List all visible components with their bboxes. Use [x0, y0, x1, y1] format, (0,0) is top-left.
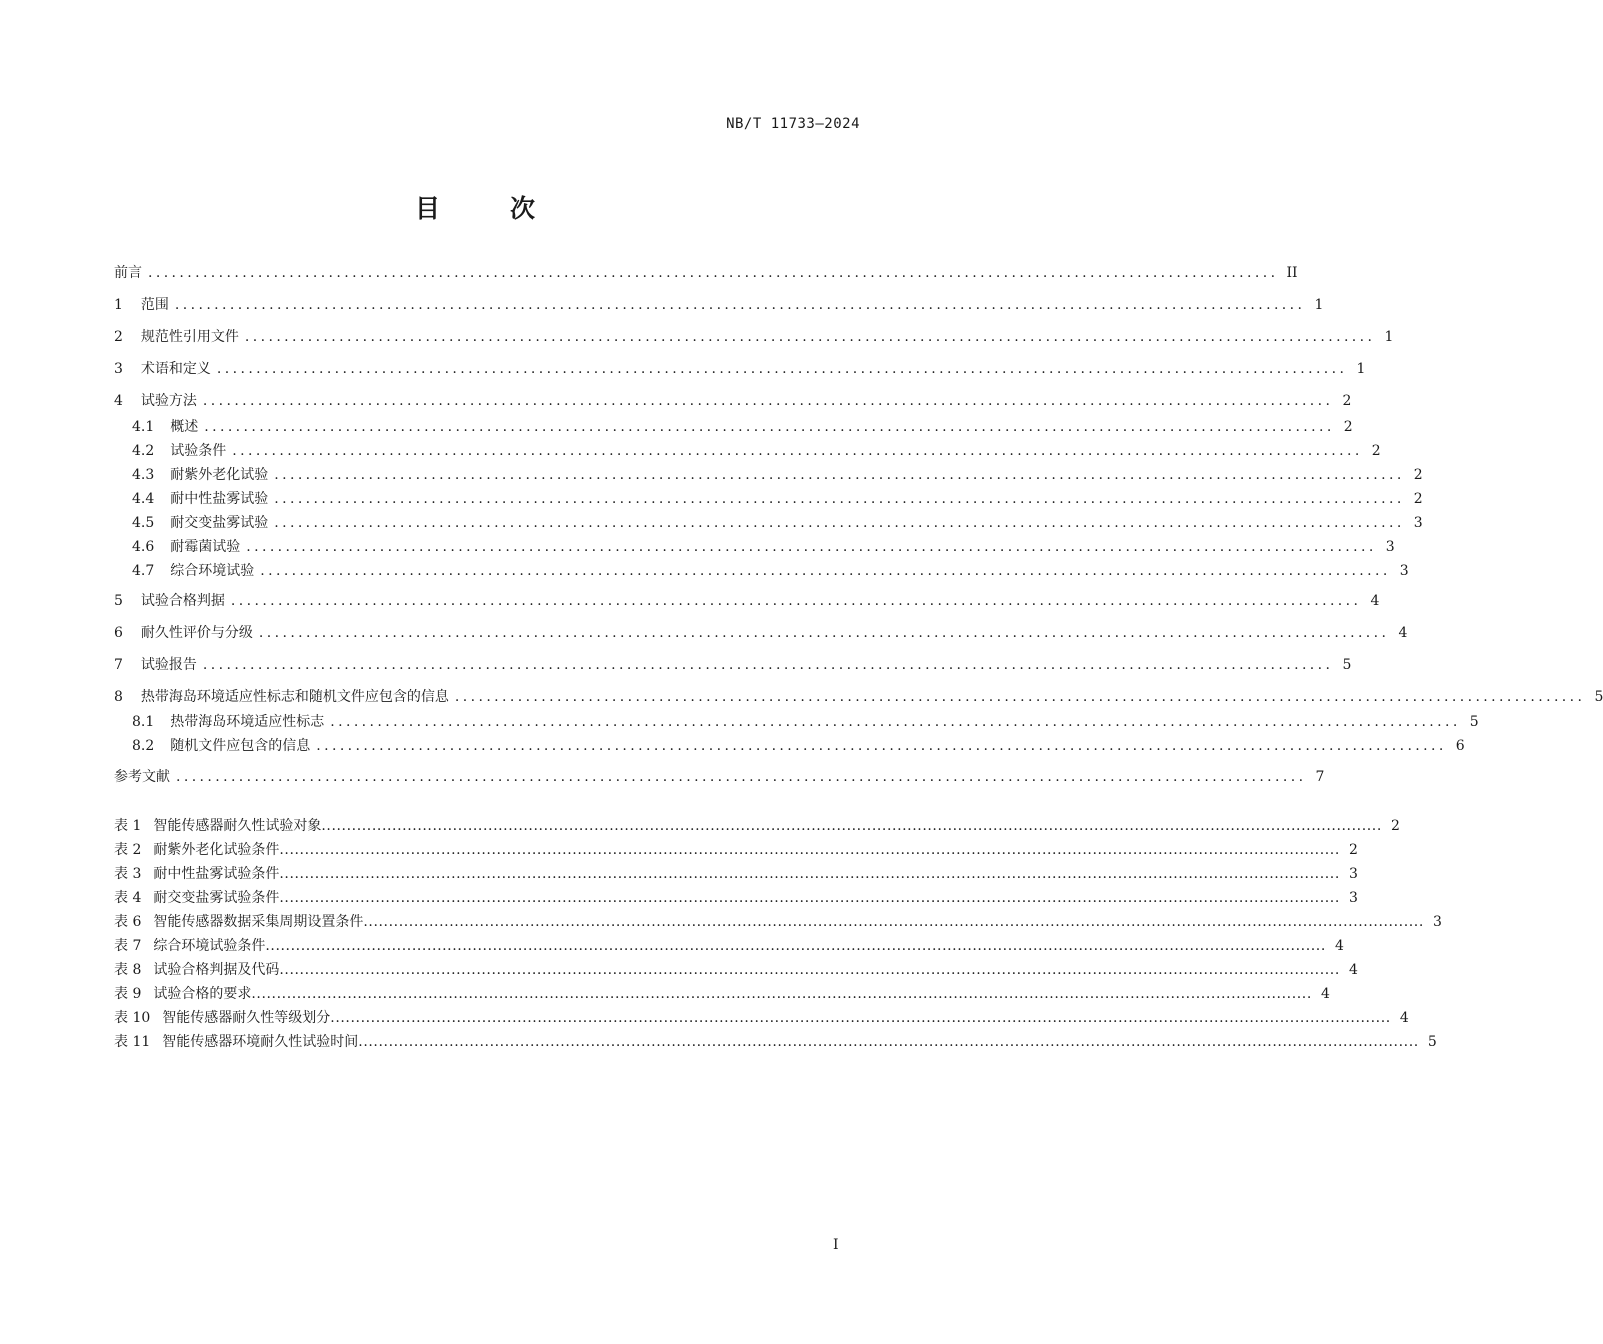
table-label: 智能传感器耐久性等级划分 [162, 1010, 331, 1026]
table-label: 耐紫外老化试验条件 [153, 842, 280, 858]
table-label: 智能传感器数据采集周期设置条件 [153, 914, 364, 930]
leader-dots: ................................................................................................................................................ [148, 265, 1279, 281]
toc-entry-label: 试验合格判据 [140, 593, 225, 609]
toc-entry-number: 7 [114, 657, 123, 673]
table-page: 3 [1432, 914, 1442, 930]
leader-dots: .................................................................................................................................................................................................................. [279, 842, 1340, 858]
table-list-entry-1[interactable] [114, 815, 1400, 837]
table-list-entry-7[interactable] [114, 935, 1344, 957]
table-number: 表 3 [114, 866, 142, 882]
table-list-entry-11[interactable] [114, 1031, 1437, 1053]
toc-entry-4-7[interactable] [132, 560, 1409, 582]
page-number: I [833, 1237, 839, 1253]
table-list-entry-3[interactable] [114, 863, 1358, 885]
toc-entry-label: 试验条件 [170, 443, 227, 459]
toc-entry-page: 2 [1342, 393, 1352, 409]
table-page: 5 [1427, 1034, 1437, 1050]
table-page: 4 [1399, 1010, 1409, 1026]
toc-entry-4-5[interactable] [132, 512, 1423, 534]
toc-entry-7[interactable] [114, 654, 1352, 676]
toc-entry-page: 4 [1398, 625, 1408, 641]
toc-entry-label: 耐中性盐雾试验 [170, 491, 269, 507]
toc-entry-4-4[interactable] [132, 488, 1423, 510]
leader-dots: ................................................................................................................................................ [330, 714, 1461, 730]
table-list-entry-2[interactable] [114, 839, 1358, 861]
leader-dots: .................................................................................................................................................................................................................. [251, 986, 1312, 1002]
toc-entry-number: 8.2 [132, 738, 155, 754]
toc-entry-number: 5 [114, 593, 123, 609]
leader-dots: ................................................................................................................................................ [274, 515, 1405, 531]
table-number: 表 10 [114, 1010, 151, 1026]
toc-entry-number: 8 [114, 689, 123, 705]
toc-entry-2[interactable] [114, 326, 1394, 348]
toc-entry-page: 5 [1469, 714, 1479, 730]
toc-entry-6[interactable] [114, 622, 1408, 644]
toc-entry-page: 2 [1371, 443, 1381, 459]
leader-dots: .................................................................................................................................................................................................................. [265, 938, 1326, 954]
toc-entry-4[interactable] [114, 390, 1352, 412]
toc-entry-8-2[interactable] [132, 735, 1465, 757]
toc-entry-bibliography[interactable] [114, 766, 1325, 788]
toc-entry-label: 试验方法 [140, 393, 197, 409]
toc-entry-number: 4.7 [132, 563, 155, 579]
table-number: 表 4 [114, 890, 142, 906]
leader-dots: ................................................................................................................................................ [260, 563, 1391, 579]
toc-entry-number: 4.6 [132, 539, 155, 555]
toc-entry-1[interactable] [114, 294, 1324, 316]
leader-dots: ................................................................................................................................................ [174, 297, 1306, 313]
toc-entry-number: 3 [114, 361, 123, 377]
toc-entry-label: 术语和定义 [140, 361, 211, 377]
toc-entry-number: 1 [114, 297, 123, 313]
leader-dots: .................................................................................................................................................................................................................. [279, 866, 1340, 882]
table-page: 3 [1348, 890, 1358, 906]
leader-dots: ................................................................................................................................................ [216, 361, 1348, 377]
table-number: 表 7 [114, 938, 142, 954]
toc-entry-label: 概述 [170, 419, 199, 435]
toc-entry-label: 耐霉菌试验 [170, 539, 241, 555]
leader-dots: ................................................................................................................................................ [244, 329, 1376, 345]
toc-entry-label: 综合环境试验 [170, 563, 255, 579]
toc-entry-8[interactable] [114, 686, 1603, 708]
leader-dots: .................................................................................................................................................................................................................. [279, 962, 1340, 978]
toc-entry-number: 4.3 [132, 467, 155, 483]
toc-entry-4-2[interactable] [132, 440, 1381, 462]
leader-dots: .................................................................................................................................................................................................................. [279, 890, 1340, 906]
table-list-entry-8[interactable] [114, 959, 1358, 981]
toc-entry-4-6[interactable] [132, 536, 1395, 558]
table-label: 综合环境试验条件 [153, 938, 266, 954]
leader-dots: .................................................................................................................................................................................................................. [358, 1034, 1419, 1050]
leader-dots: ................................................................................................................................................ [176, 769, 1307, 785]
table-list-entry-4[interactable] [114, 887, 1358, 909]
toc-entry-5[interactable] [114, 590, 1380, 612]
toc-entry-page: II [1286, 265, 1298, 281]
leader-dots: ................................................................................................................................................ [246, 539, 1377, 555]
toc-entry-label: 耐久性评价与分级 [140, 625, 253, 641]
toc-entry-label: 试验报告 [140, 657, 197, 673]
page-title [0, 192, 950, 226]
toc-entry-number: 4.1 [132, 419, 155, 435]
table-list-entry-10[interactable] [114, 1007, 1409, 1029]
table-number: 表 11 [114, 1034, 151, 1050]
table-number: 表 2 [114, 842, 142, 858]
toc-entry-page: 1 [1356, 361, 1366, 377]
toc-entry-3[interactable] [114, 358, 1366, 380]
title-char-1: 目 [414, 194, 440, 223]
toc-entry-label: 规范性引用文件 [140, 329, 239, 345]
title-char-2: 次 [510, 194, 536, 223]
table-label: 耐中性盐雾试验条件 [153, 866, 280, 882]
leader-dots: ................................................................................................................................................ [202, 657, 1334, 673]
toc-entry-label: 热带海岛环境适应性标志 [170, 714, 325, 730]
leader-dots: .................................................................................................................................................................................................................. [330, 1010, 1391, 1026]
toc-entry-number: 4 [114, 393, 123, 409]
leader-dots: .................................................................................................................................................................................................................. [363, 914, 1424, 930]
table-label: 耐交变盐雾试验条件 [153, 890, 280, 906]
table-page: 2 [1348, 842, 1358, 858]
toc-entry-label: 参考文献 [114, 769, 170, 785]
leader-dots: ................................................................................................................................................ [202, 393, 1334, 409]
toc-entry-number: 6 [114, 625, 123, 641]
toc-entry-label: 随机文件应包含的信息 [170, 738, 311, 754]
table-page: 2 [1390, 818, 1400, 834]
toc-entry-page: 2 [1413, 491, 1423, 507]
table-page: 3 [1348, 866, 1358, 882]
leader-dots: ................................................................................................................................................ [230, 593, 1362, 609]
toc-entry-page: 2 [1343, 419, 1353, 435]
toc-entry-number: 8.1 [132, 714, 155, 730]
toc-entry-label: 热带海岛环境适应性标志和随机文件应包含的信息 [140, 689, 449, 705]
toc-entry-8-1[interactable] [132, 711, 1479, 733]
leader-dots: ................................................................................................................................................ [258, 625, 1390, 641]
toc-entry-page: 3 [1399, 563, 1409, 579]
table-page: 4 [1348, 962, 1358, 978]
toc-entry-page: 3 [1385, 539, 1395, 555]
toc-entry-number: 4.5 [132, 515, 155, 531]
table-label: 智能传感器环境耐久性试验时间 [162, 1034, 359, 1050]
leader-dots: ................................................................................................................................................ [274, 491, 1405, 507]
toc-entry-label: 耐交变盐雾试验 [170, 515, 269, 531]
toc-entry-page: 4 [1370, 593, 1380, 609]
table-page: 4 [1320, 986, 1330, 1002]
leader-dots: ................................................................................................................................................ [316, 738, 1447, 754]
leader-dots: .................................................................................................................................................................................................................. [321, 818, 1382, 834]
toc-entry-foreword[interactable] [114, 262, 1298, 284]
toc-entry-4-1[interactable] [132, 416, 1353, 438]
toc-entry-label: 耐紫外老化试验 [170, 467, 269, 483]
table-label: 试验合格判据及代码 [153, 962, 280, 978]
toc-entry-page: 2 [1413, 467, 1423, 483]
table-label: 试验合格的要求 [153, 986, 252, 1002]
table-page: 4 [1334, 938, 1344, 954]
toc-entry-number: 4.2 [132, 443, 155, 459]
toc-entry-page: 5 [1594, 689, 1603, 705]
table-number: 表 8 [114, 962, 142, 978]
table-number: 表 1 [114, 818, 142, 834]
toc-entry-number: 2 [114, 329, 123, 345]
toc-entry-label: 前言 [114, 265, 142, 281]
toc-entry-page: 6 [1455, 738, 1465, 754]
table-number: 表 9 [114, 986, 142, 1002]
table-number: 表 6 [114, 914, 142, 930]
leader-dots: ................................................................................................................................................ [274, 467, 1405, 483]
toc-entry-page: 3 [1413, 515, 1423, 531]
table-list-entry-9[interactable] [114, 983, 1330, 1005]
table-list-entry-6[interactable] [114, 911, 1442, 933]
table-label: 智能传感器耐久性试验对象 [153, 818, 322, 834]
toc-entry-4-3[interactable] [132, 464, 1423, 486]
toc-entry-page: 7 [1315, 769, 1325, 785]
leader-dots: ................................................................................................................................................ [232, 443, 1363, 459]
leader-dots: ................................................................................................................................................ [454, 689, 1586, 705]
toc-entry-page: 5 [1342, 657, 1352, 673]
toc-entry-page: 1 [1314, 297, 1324, 313]
leader-dots: ................................................................................................................................................ [204, 419, 1335, 435]
toc-entry-label: 范围 [140, 297, 169, 313]
toc-entry-page: 1 [1384, 329, 1394, 345]
standard-code: NB/T 11733—2024 [726, 116, 860, 132]
toc-entry-number: 4.4 [132, 491, 155, 507]
